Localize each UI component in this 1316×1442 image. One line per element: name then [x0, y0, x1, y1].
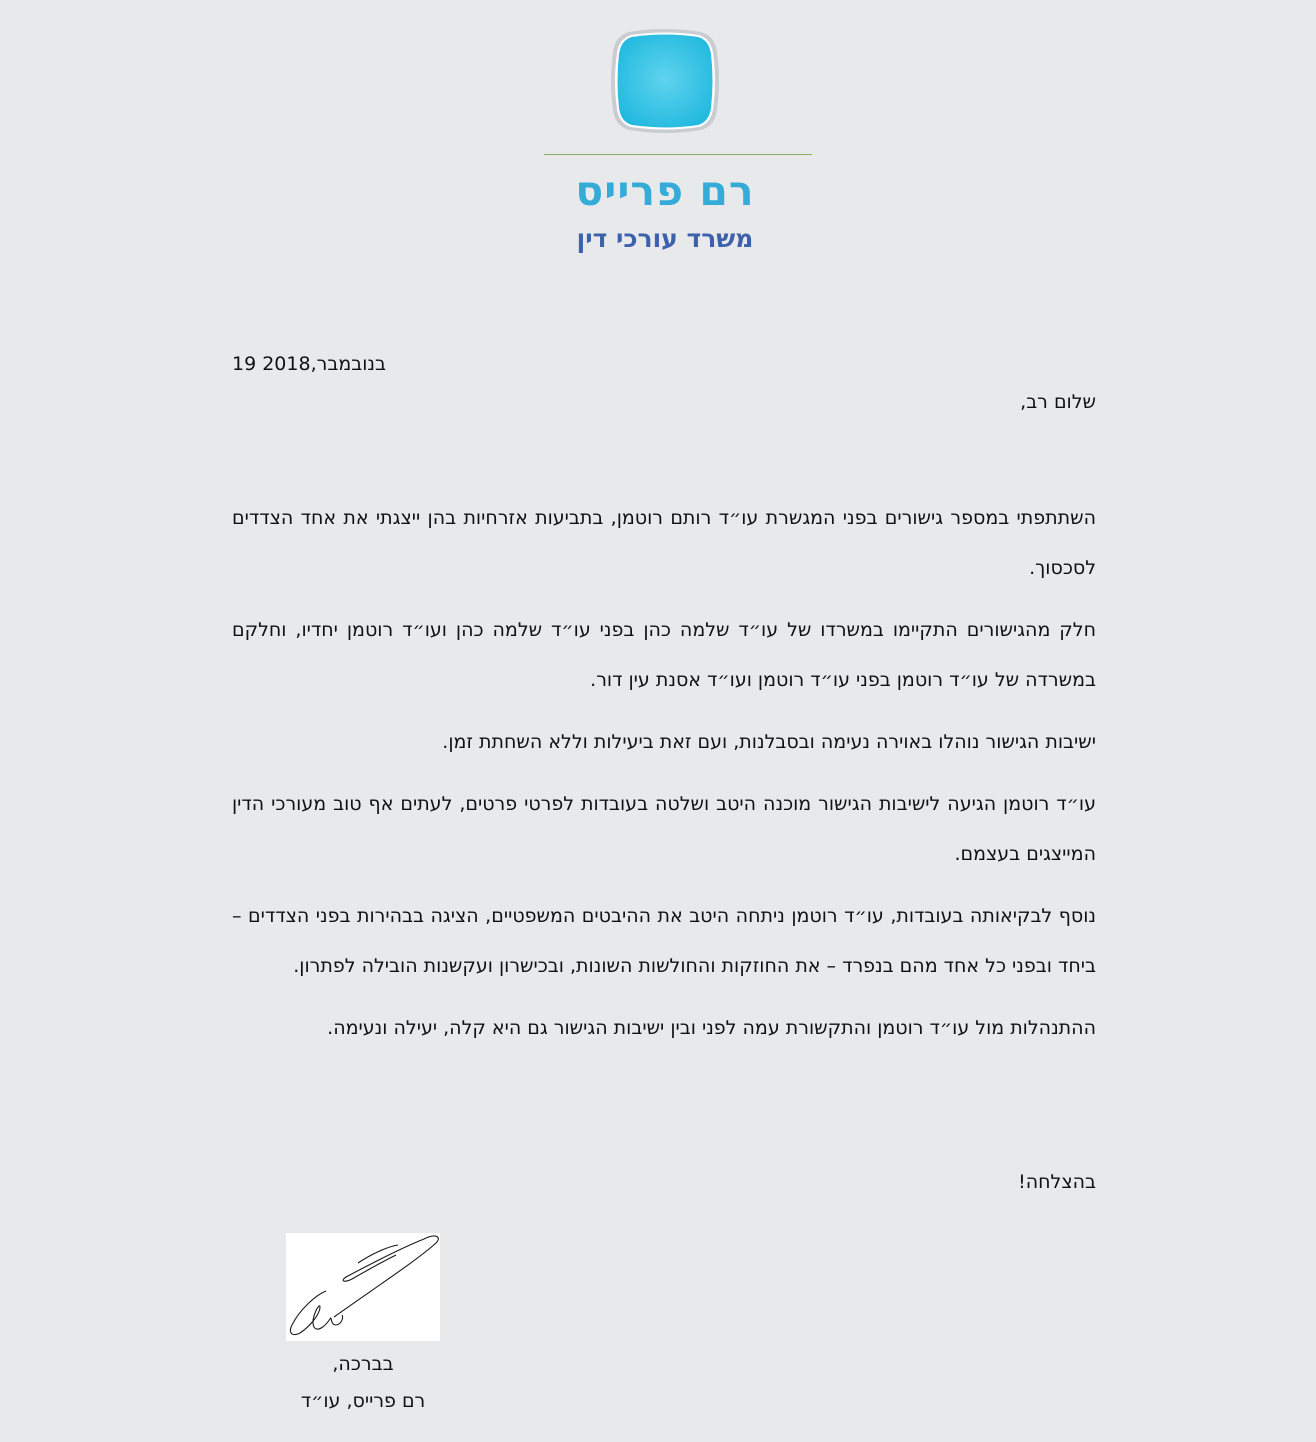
letter-date: 19 בנובמבר,2018	[232, 353, 386, 375]
firm-logo-icon	[609, 26, 721, 136]
firm-name: רם פרייס	[575, 167, 755, 215]
body-paragraph: ההתנהלות מול עו״ד רוטמן והתקשורת עמה לפני ובין ישיבות הגישור גם היא קלה, יעילה ונעימה.	[327, 1017, 1096, 1039]
letter-closing: בהצלחה!	[1018, 1171, 1096, 1193]
letter-body	[232, 493, 1096, 1065]
body-paragraph: עו״ד רוטמן הגיעה לישיבות הגישור מוכנה היטב ושלטה בעובדות לפרטי פרטים, לעתים אף טוב מעורכי הדין המייצגים בעצמם.	[232, 793, 1096, 865]
body-paragraph: ישיבות הגישור נוהלו באוירה נעימה ובסבלנות, ועם זאת ביעילות וללא השחתת זמן.	[442, 731, 1096, 753]
body-paragraph: השתתפתי במספר גישורים בפני המגשרת עו״ד רותם רוטמן, בתביעות אזרחיות בהן ייצגתי את אחד הצדדים לסכסוך.	[232, 507, 1096, 579]
header-divider	[544, 154, 812, 155]
letter-greeting: שלום רב,	[1020, 391, 1096, 413]
body-paragraph: חלק מהגישורים התקיימו במשרדו של עו״ד שלמה כהן בפני עו״ד שלמה כהן ועו״ד רוטמן יחדיו, וחלקם במשרדה של עו״ד רוטמן בפני עו״ד רוטמן ועו״ד אסנת עין דור.	[232, 619, 1096, 691]
body-paragraph: נוסף לבקיאותה בעובדות, עו״ד רוטמן ניתחה היטב את ההיבטים המשפטיים, הציגה בבהירות בפני הצדדים – ביחד ובפני כל אחד מהם בנפרד – את החוזקות והחולשות השונות, ובכישרון ועקשנות הובילה לפתרון.	[232, 905, 1096, 977]
signature-image	[286, 1233, 440, 1341]
regards-text: בברכה,	[332, 1353, 394, 1375]
signer-name: רם פרייס, עו״ד	[300, 1390, 426, 1412]
firm-subtitle: משרד עורכי דין	[576, 224, 754, 253]
